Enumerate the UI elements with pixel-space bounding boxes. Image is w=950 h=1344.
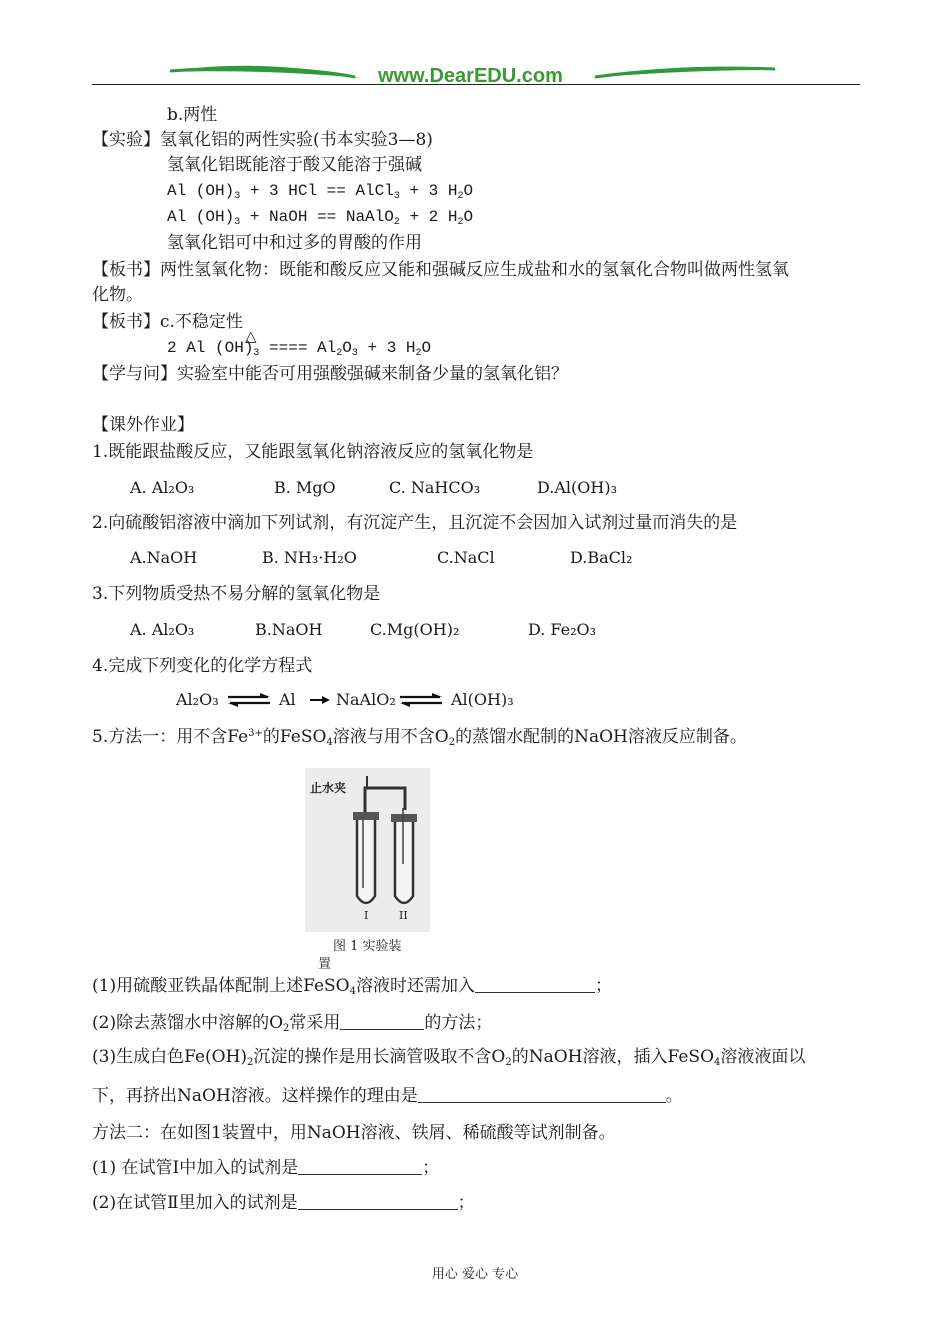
q2-option-c: C.NaCl bbox=[437, 548, 495, 567]
answer-blank-1[interactable] bbox=[475, 976, 595, 993]
q3-option-a: A. Al₂O₃ bbox=[130, 620, 195, 639]
chain-aloh3: Al(OH)₃ bbox=[451, 690, 514, 709]
q2-option-a: A.NaOH bbox=[130, 548, 198, 567]
experiment-text: 氢氧化铝的两性实验(书本实验3—8) bbox=[160, 130, 433, 150]
study-question: 【学与问】实验室中能否可用强酸强碱来制备少量的氢氧化铝？ bbox=[92, 364, 568, 384]
board-note-instability: 【板书】c.不稳定性 bbox=[92, 312, 243, 332]
answer-blank-2[interactable] bbox=[340, 1013, 424, 1030]
q1-option-c: C. NaHCO₃ bbox=[389, 478, 481, 497]
q2-option-b: B. NH₃·H₂O bbox=[262, 548, 357, 567]
answer-blank-5[interactable] bbox=[298, 1193, 458, 1210]
part-3: (3)生成白色$Fe(OH)_2$沉淀的操作是用长滴管吸取不含$O_2$的NaOH溶液，插入FeSO$_4$溶液液面以 bbox=[92, 1047, 806, 1068]
answer-blank-3[interactable] bbox=[418, 1086, 666, 1103]
question-3: 3.下列物质受热不易分解的氢氧化物是 bbox=[92, 584, 381, 604]
figure-caption: 图 1 实验装 bbox=[333, 939, 402, 954]
question-1: 1.既能跟盐酸反应，又能跟氢氧化钠溶液反应的氢氧化物是 bbox=[92, 442, 534, 462]
equilibrium-arrow-icon-2 bbox=[398, 692, 444, 708]
experiment-tag: 【实验】 bbox=[92, 130, 160, 150]
heat-triangle-icon: △ bbox=[245, 327, 257, 345]
part-1: (1)用硫酸亚铁晶体配制上述FeSO$_4$溶液时还需加入 ； bbox=[92, 976, 612, 997]
chain-al: Al bbox=[279, 690, 296, 709]
equation-hcl: Al $(OH)_3 + 3$ HCl == AlCl$_3$ + 3 $H_2O$ bbox=[167, 182, 474, 202]
q1-option-b: B. MgO bbox=[274, 478, 336, 497]
q1-option-a: A. Al₂O₃ bbox=[130, 478, 195, 497]
equation-naoh: Al $(OH)_3$ + NaOH == NaAlO$_2$ + 2 $H_2O$ bbox=[167, 208, 474, 228]
header-rule bbox=[92, 84, 860, 85]
board-note-definition-cont: 化物。 bbox=[92, 285, 143, 305]
answer-blank-4[interactable] bbox=[298, 1158, 422, 1175]
q1-option-d: D.Al(OH)₃ bbox=[537, 478, 617, 497]
equation-decomposition: 2 Al $(OH)_3$ ==== $Al_2O_3 + 3$ $H_2O$ bbox=[167, 339, 432, 359]
figure-caption-cont: 置 bbox=[318, 957, 332, 972]
question-2: 2.向硫酸铝溶液中滴加下列试剂，有沉淀产生，且沉淀不会因加入试剂过量而消失的是 bbox=[92, 513, 738, 533]
page-footer: 用心 爱心 专心 bbox=[431, 1267, 519, 1282]
homework-heading: 【课外作业】 bbox=[92, 415, 194, 435]
figure-tube-1-label: I bbox=[364, 909, 369, 922]
arrow-right-icon bbox=[309, 694, 331, 706]
question-4: 4.完成下列变化的化学方程式 bbox=[92, 656, 313, 676]
method-2-part-2: (2)在试管Ⅱ里加入的试剂是 ； bbox=[92, 1193, 475, 1213]
question-5-method-1: 5.方法一：用不含$Fe^{3+}$的FeSO$_4$溶液与用不含$O_2$的蒸馏水配制的NaOH溶液反应制备。 bbox=[92, 727, 747, 748]
figure-tube-2-label: II bbox=[399, 909, 408, 922]
equilibrium-arrow-icon bbox=[226, 692, 272, 708]
q2-option-d: D.BaCl₂ bbox=[570, 548, 633, 567]
logo-swoosh-right-thin bbox=[595, 68, 775, 77]
logo-swoosh-left-thin bbox=[170, 68, 355, 77]
q3-option-c: C.Mg(OH)₂ bbox=[370, 620, 460, 639]
part-3-cont: 下，再挤出NaOH溶液。这样操作的理由是 。 bbox=[92, 1086, 683, 1106]
line-b-amphoteric: b.两性 bbox=[167, 105, 218, 125]
method-2-part-1: (1) 在试管Ⅰ中加入的试剂是 ； bbox=[92, 1158, 440, 1178]
q3-option-b: B.NaOH bbox=[255, 620, 323, 639]
chain-naalo2: NaAlO₂ bbox=[336, 690, 396, 709]
experiment-line bbox=[92, 129, 433, 151]
antacid-line: 氢氧化铝可中和过多的胃酸的作用 bbox=[167, 233, 422, 253]
board-note-definition: 【板书】两性氢氧化物：既能和酸反应又能和强碱反应生成盐和水的氢氧化合物叫做两性氢氧 bbox=[92, 260, 789, 280]
figure-clamp-label: 止水夹 bbox=[310, 781, 347, 795]
part-2: (2)除去蒸馏水中溶解的$O_2$常采用 的方法； bbox=[92, 1013, 493, 1034]
logo-text: www.DearEDU.com bbox=[378, 65, 563, 87]
dissolve-line: 氢氧化铝既能溶于酸又能溶于强碱 bbox=[167, 155, 422, 175]
chain-al2o3: Al₂O₃ bbox=[176, 690, 219, 709]
q3-option-d: D. Fe₂O₃ bbox=[528, 620, 597, 639]
method-2: 方法二：在如图1装置中，用NaOH溶液、铁屑、稀硫酸等试剂制备。 bbox=[92, 1123, 616, 1143]
